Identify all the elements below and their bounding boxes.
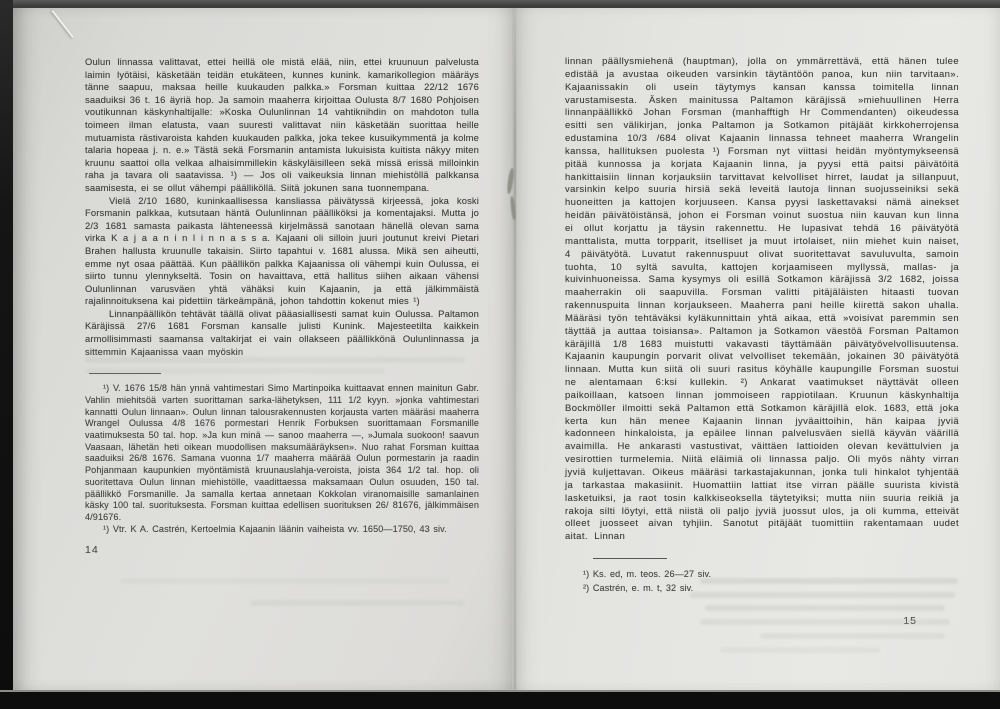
scan-edge-top [13,0,1000,8]
bleedthrough-ghost [85,357,465,363]
left-text-column [85,8,479,556]
bleedthrough-ghost [720,647,880,653]
bleedthrough-ghost [700,578,958,584]
page-left [13,8,512,690]
body-paragraph: Oulun linnassa valittavat, ettei heillä ole mistä elää, niin, ettei kruunuun palvelusta laimin lyötäisi, käsketään teidän etukäteen, kunnes kunink. kamarikollegion määräys tänne saapuu, maksaa heille kuukauden palkka.» Forsman kuittaa 22/12 1676 saaduiksi 36 t. 16 äyriä hop. Ja samoin maaherra kirjoittaa Oulusta 8/7 1680 Pohjoisen voutikunnan käskynhaltijalle: »Koska Oulunlinnan 14 vahtiknihdin on mahdoton tulla toimeen ilman elatusta, vaan suuresti valittavat niin käsketään suorittaa heille mutuamista rästivaroista kahden kuukauden palkka, joka tekee kusuikymmentä ja kolme talaria hopeaa j. n. e.» Tästä sekä Forsmanin antamista lukuisista kuitista näkyy miten kruunu saattoi olla velkaa alhaisimmillekin käskyläisilleen sekä missä erissä milloinkin raha ja tavara oli saatavissa. ¹) — Jos oli vaikeuksia linnan miehistöllä palkkansa saamisesta, ei se ollut vähempi päälliköllä. Siitä jokunen sana tuonnempana. [85,56,479,193]
body-paragraph: linnan päällysmiehenä (hauptman), jolla on ymmärrettävä, että hänen tulee edistää ja avustaa oikeuden varsinkin täytäntöön panoa, kun niin tarvitaan». Kajaanissakin oli usein täytymys kansan kanssa toimitella linnan varustamisesta. Äsken mainitussa Paltamon käräjissä »miehuullinen Herra linnanpäällikkö Johan Forsman (manhafftigh Hr Commendanten) oikeudessa esitti sen välikirjan, jonka Paltamon ja Sotkamon pitäjäät kirkkoherrojensa edustamina 10/3 /684 olivat Kajaanin linnassa tehneet maaherra Wrangelin kanssa, hallituksen puolesta ¹) Forsman nyt viittasi heidän myöntymykseensä pitää kunnossa ja korjata Kajaanin linna, ja pyysi että paitsi päivätöitä hankittaisiin linnan korjauksiin tarvittavat kelvolliset hirret, laudat ja sillanpuut, varsinkin kelpo suuria hirsiä sekä leveitä lautoja linnan suojusseiniksi sekä huoneitten ja kattojen korjuuseen. Kansa pyysi laskettavaksi nämä ainekset heidän päivätöistänsä, johon ei Forsman voinut suostua niin kauvan kun linna ei ollut korjattu ja täysin rakennettu. He lupasivat tehdä 16 päivätyötä manttalista, mutta torpparit, itselliset ja muut irtolaiset, niin miehet kuin naiset, 4 päivätyötä. Luvatut rakennuspuut olivat suoritettavat savuluvulta, samoin tuohta, 10 syltä savulta, kattojen korjaamiseen myllyssä, mallas- ja kuivinhuoneissa. Sama kysymys oli esillä Sotkamon käräjissä 3/2 1682, joissa maaherrakin oli saapuvilla. Forsman valitti pitäjäläisten hitaasti tuovan rakennuspuita linnan korjaukseen. Maaherra pani heille kiirettä sakon uhalla. Määräsi työn tehtäväksi kyläkunnittain yhtä aikaa, että »voisivat paremmin sen täyttää ja auttaa toisiansa». Paltamon ja Sotkamon väestöä Forsman Paltamon käräjillä 1/8 1683 muistutti vakavasti täyttämään päivätyövelvollisuutensa. Kajaanin kaupungin porvarit olivat velvolliset tekemään, jokainen 30 päivätyötä linnaan. Mutta kun siitä oli suuri rasitus köyhälle kaupungille Forsman suostui ne alentamaan 6:ksi kullekin. ²) Ankarat vaatimukset näyttävät olleen paikoillaan, katsoen linnan jommoiseen rappiotilaan. Kruunun käskynhaltija Bockmöller ilmoitti sekä Paltamon että Sotkamon käräjillä elok. 1683, että joka kerta kun hän menee Kajaanin linnan jyväaittoihin, hän kaipaa jyviä kadonneen hinkaloista, ja epäilee linnan palvelusväen siellä käyvän väärillä avaimilla. He ankarasti vastustivat, väittäen lattioiden olevan kevättulvien ja vesirottien turmelemia. Niitä eläimiä oli linnassa paljo. Oli myös nähty virran jyviä kuljettavan. Oikeus määräsi tarkastajakunnan, jonka tuli hinkalot tyhjentää ja tarkastaa makasiinit. Huomattiin lattiat itse virran päälle suurista kivistä lasketuiksi, ja raot tosin kalkkiseoksella täytetyiksi; mutta niin suuria reikiä ja rakoja silti löytyi, että niistä oli paljo jyviä juossut ulos, ja oli kumma, etteivät olleet juosseet aivan tyhjiin. Sanotut pitäjäät tuomittiin rakentamaan uudet aitat. Linnan [565,56,959,543]
bleedthrough-ghost [700,619,950,625]
scan-edge-left [0,0,13,709]
bleedthrough-ghost [250,600,465,606]
body-paragraph: Vielä 2/10 1680, kuninkaallisessa kansliassa päivätyssä kirjeessä, joka koski Forsmanin palkkaa, kutsutaan häntä Oulunlinnan päälliköksi ja komentajaksi. Mutta jo 2/3 1681 samasta paikasta lähteneessä kirjelmässä sanotaan hänellä olevan sama virka K a j a a n i n l i n n a s s a. Kajaani oli silloin juuri joutunut kreivi Pietari Brahen hallusta kruunulle takaisin. Siirto tapahtui v. 1681 alussa. Mikä sen aiheutti, emme nyt osaa päättää. Kun päällikön palkka Kajaanissa oli vähempi kuin Oulussa, ei siirto tunnu ylennykseltä. Tosin on havaittava, että hallitus siihen aikaan vähensi Oulunlinnan varusväen yhtä vähäksi kuin Kajaanin, ja että jälkimmäistä rajalinnoituksena kai pidettiin tärkeämpänä, johon tahdottin kokenut mies ¹) [85,194,479,307]
footnote: ¹) Ks. ed, m. teos. 26—27 siv. [583,569,712,580]
footnote: ¹) V. 1676 15/8 hän ynnä vahtimestari Simo Martinpoika kuittaavat ennen mainitun Gabr. Vahlin miehitsöä varten suorittaman sarka-lähetyksen, 111 1/2 kyyn. »jonka vahtimestari kannatti Oulun linnaan». Oulun linnan talousrakennusten korjausta varten määräsi maaherra Wrangel Oulussa 4/8 1676 pormestari Henrik Forbuksen suorittamaan Forsmanille vaatimuksesta 50 tal. hop. »Ja kun minä — sanoo maaherra —, »Jumala suokoon! saavun Vaasaan, lähetän heti oikean muodollisen maksumääräyksen». Nuo rahat Forsman kuittaa saaduiksi 26/8 1676. Samana vuonna 1/7 maaherra määrää Oulun pormestarin ja raadin Pohjanmaan kaupunkien myöntämistä kruunauslahja-veroista, joista 364 1/2 tal. hop. oli suoritettava Oulun linnan miehistölle, vaadittaessa maksamaan Oulun osuuden, 150 tal. päällikkö Forsmanille. Ja samalla kertaa annetaan Kokkolan viranomaisille samanlainen käsky 100 tal. suorituksesta. Forsman kuittaa edellisen suorituksen 26/ 81676, jälkimmäisen 4/91676. [85,383,479,522]
gutter-crease [514,8,516,690]
bleedthrough-ghost [120,578,450,584]
bleedthrough-ghost [690,592,955,598]
footnote: ¹) Vtr. K A. Castrén, Kertoelmia Kajaanin läänin vaiheista vv. 1650—1750, 43 siv. [103,523,447,534]
right-text-column [565,8,959,627]
footnote: ²) Castrén, e. m. t, 32 siv. [583,582,694,593]
bleedthrough-ghost [705,605,945,611]
scan-edge-bottom [0,692,1000,709]
body-paragraph: Linnanpäällikön tehtävät täällä olivat pääasiallisesti samat kuin Oulussa. Paltamon Käräjissä 27/6 1681 Forsman kansalle julisti Kunink. Majesteetilta kaikkein armollisimmasti saamansa valtakirjat ei vain ollakseen päällikkönä Oulunlinnassa ja sittemmin Kajaanissa vaan myöskin [85,307,479,357]
bleedthrough-ghost [85,368,385,374]
page-number: 14 [85,544,99,557]
page-number: 15 [903,615,917,628]
page-right [512,8,1000,690]
footnote-rule [593,558,667,559]
bleedthrough-ghost [760,633,945,639]
